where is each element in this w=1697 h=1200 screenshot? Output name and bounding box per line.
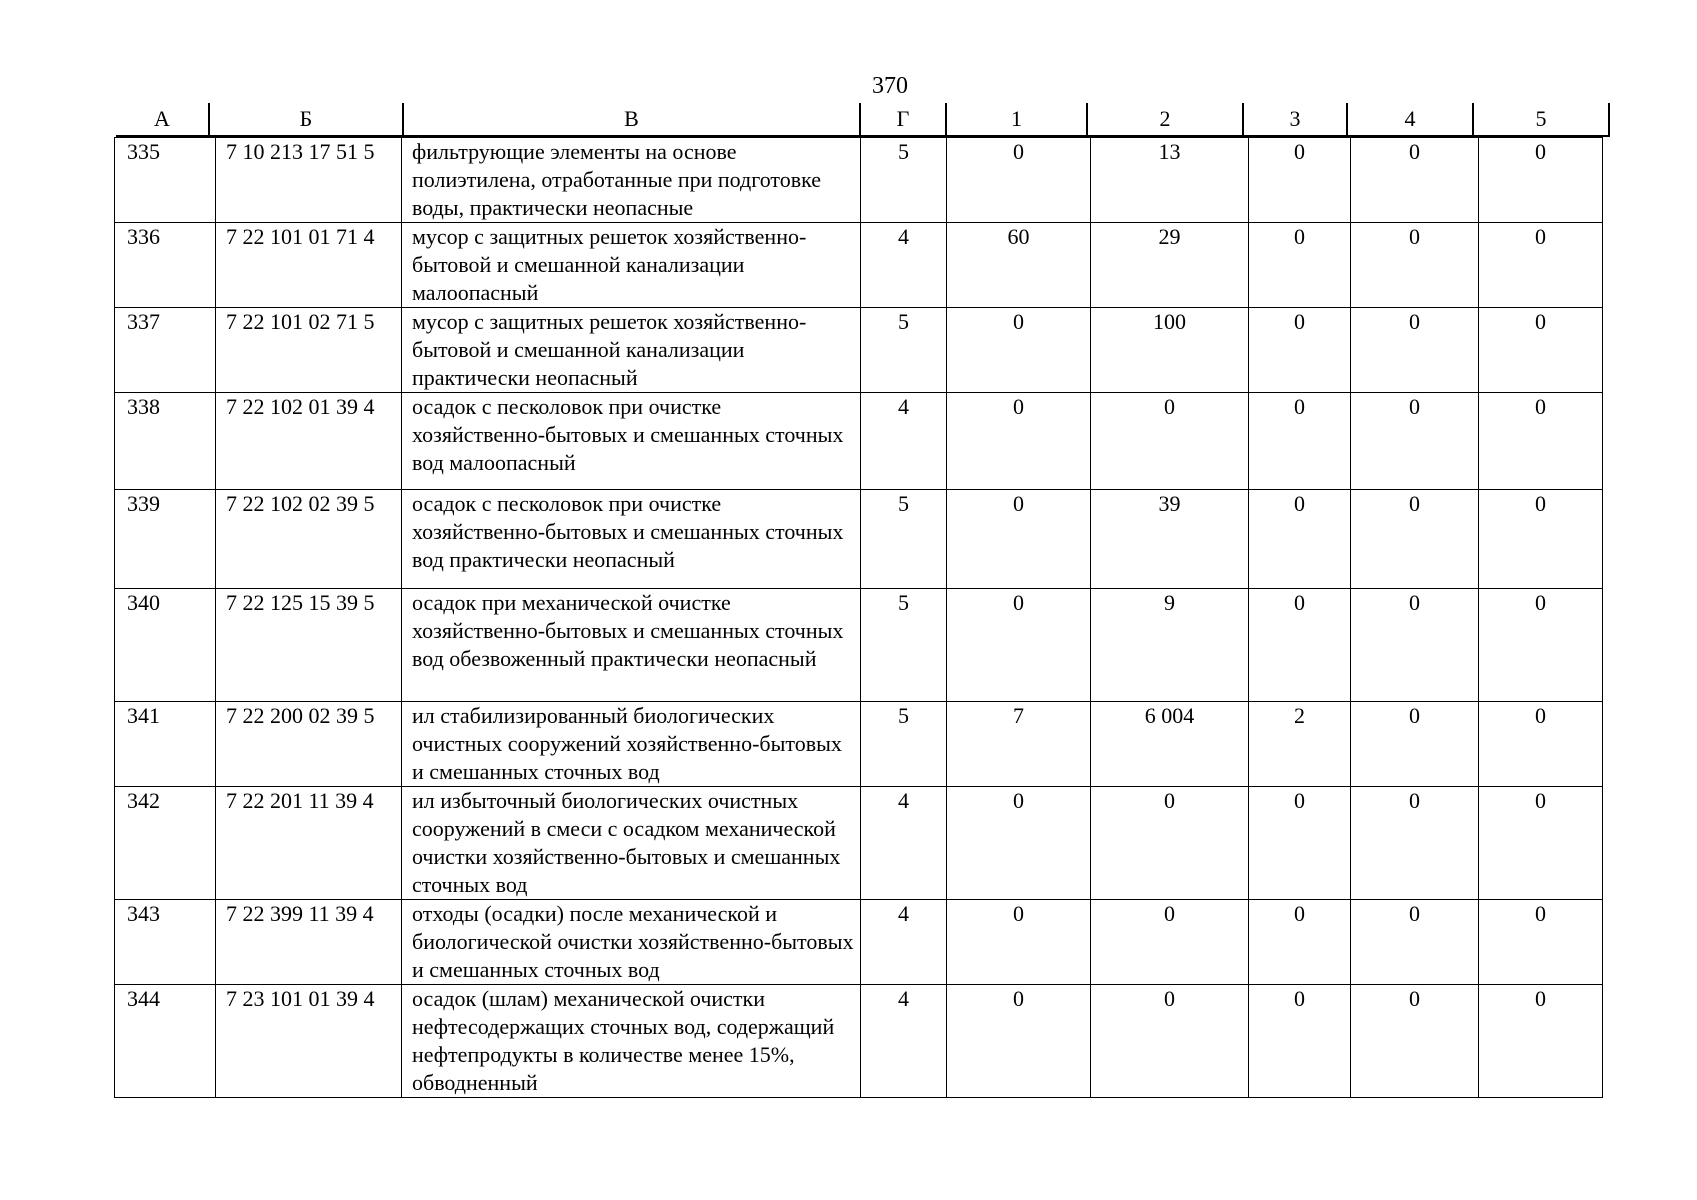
cell-number: 338 <box>115 393 216 490</box>
cell-col-1: 0 <box>947 985 1091 1098</box>
cell-col-4: 0 <box>1351 393 1479 490</box>
cell-hazard-class: 5 <box>861 308 947 393</box>
table-row <box>115 138 1603 223</box>
cell-col-5: 0 <box>1479 589 1603 702</box>
cell-col-5: 0 <box>1479 393 1603 490</box>
cell-col-4: 0 <box>1351 223 1479 308</box>
table-row <box>115 393 1603 490</box>
cell-col-2: 9 <box>1091 589 1249 702</box>
cell-col-3: 2 <box>1249 702 1351 787</box>
cell-number: 341 <box>115 702 216 787</box>
cell-description: осадок при механической очистке хозяйственно-бытовых и смешанных сточных вод обезвоженный практически неопасный <box>402 589 861 702</box>
cell-description: осадок с песколовок при очистке хозяйственно-бытовых и смешанных сточных вод малоопасный <box>402 393 861 490</box>
cell-col-2: 29 <box>1091 223 1249 308</box>
cell-col-4: 0 <box>1351 787 1479 900</box>
table-row <box>115 308 1603 393</box>
cell-code: 7 22 201 11 39 4 <box>216 787 402 900</box>
cell-col-3: 0 <box>1249 900 1351 985</box>
cell-description: осадок с песколовок при очистке хозяйственно-бытовых и смешанных сточных вод практически неопасный <box>402 490 861 589</box>
table-row <box>115 900 1603 985</box>
cell-hazard-class: 4 <box>861 985 947 1098</box>
cell-hazard-class: 5 <box>861 589 947 702</box>
cell-number: 340 <box>115 589 216 702</box>
header-a: А <box>116 103 209 136</box>
cell-col-5: 0 <box>1479 223 1603 308</box>
cell-col-2: 100 <box>1091 308 1249 393</box>
cell-col-4: 0 <box>1351 490 1479 589</box>
cell-col-1: 0 <box>947 138 1091 223</box>
table-row <box>115 223 1603 308</box>
cell-col-3: 0 <box>1249 490 1351 589</box>
cell-number: 339 <box>115 490 216 589</box>
cell-hazard-class: 4 <box>861 787 947 900</box>
cell-number: 343 <box>115 900 216 985</box>
cell-col-3: 0 <box>1249 985 1351 1098</box>
cell-code: 7 22 101 02 71 5 <box>216 308 402 393</box>
cell-col-2: 13 <box>1091 138 1249 223</box>
cell-description: ил избыточный биологических очистных сооружений в смеси с осадком механической очистки хозяйственно-бытовых и смешанных сточных вод <box>402 787 861 900</box>
cell-col-4: 0 <box>1351 589 1479 702</box>
page-number: 370 <box>872 73 908 99</box>
cell-hazard-class: 5 <box>861 702 947 787</box>
cell-hazard-class: 4 <box>861 900 947 985</box>
header-2: 2 <box>1087 103 1243 136</box>
cell-col-2: 39 <box>1091 490 1249 589</box>
table-row <box>115 589 1603 702</box>
cell-description: мусор с защитных решеток хозяйственно-бытовой и смешанной канализации практически неопасный <box>402 308 861 393</box>
cell-col-1: 0 <box>947 308 1091 393</box>
header-5: 5 <box>1473 103 1609 136</box>
cell-number: 342 <box>115 787 216 900</box>
table-row <box>115 490 1603 589</box>
cell-code: 7 22 101 01 71 4 <box>216 223 402 308</box>
cell-col-5: 0 <box>1479 900 1603 985</box>
header-v: В <box>403 103 860 136</box>
header-b: Б <box>209 103 403 136</box>
table-row <box>115 985 1603 1098</box>
cell-col-5: 0 <box>1479 490 1603 589</box>
cell-col-4: 0 <box>1351 138 1479 223</box>
cell-col-1: 0 <box>947 589 1091 702</box>
table-row <box>115 787 1603 900</box>
cell-description: ил стабилизированный биологических очистных сооружений хозяйственно-бытовых и смешанных сточных вод <box>402 702 861 787</box>
cell-number: 344 <box>115 985 216 1098</box>
header-4: 4 <box>1347 103 1473 136</box>
cell-code: 7 22 399 11 39 4 <box>216 900 402 985</box>
cell-col-3: 0 <box>1249 393 1351 490</box>
header-g: Г <box>860 103 946 136</box>
cell-col-3: 0 <box>1249 589 1351 702</box>
cell-col-4: 0 <box>1351 702 1479 787</box>
cell-col-3: 0 <box>1249 787 1351 900</box>
cell-col-1: 0 <box>947 393 1091 490</box>
cell-code: 7 23 101 01 39 4 <box>216 985 402 1098</box>
cell-hazard-class: 4 <box>861 393 947 490</box>
column-header-row <box>116 103 1610 137</box>
cell-col-5: 0 <box>1479 138 1603 223</box>
cell-col-1: 0 <box>947 900 1091 985</box>
cell-col-1: 7 <box>947 702 1091 787</box>
cell-hazard-class: 5 <box>861 138 947 223</box>
cell-number: 337 <box>115 308 216 393</box>
table-row <box>115 702 1603 787</box>
cell-code: 7 10 213 17 51 5 <box>216 138 402 223</box>
cell-code: 7 22 102 01 39 4 <box>216 393 402 490</box>
cell-hazard-class: 5 <box>861 490 947 589</box>
cell-col-2: 0 <box>1091 787 1249 900</box>
cell-col-1: 0 <box>947 490 1091 589</box>
cell-col-4: 0 <box>1351 900 1479 985</box>
cell-description: осадок (шлам) механической очистки нефтесодержащих сточных вод, содержащий нефтепродукты в количестве менее 15%, обводненный <box>402 985 861 1098</box>
cell-col-2: 0 <box>1091 900 1249 985</box>
cell-col-5: 0 <box>1479 787 1603 900</box>
cell-code: 7 22 102 02 39 5 <box>216 490 402 589</box>
cell-description: мусор с защитных решеток хозяйственно-бытовой и смешанной канализации малоопасный <box>402 223 861 308</box>
cell-code: 7 22 200 02 39 5 <box>216 702 402 787</box>
cell-col-5: 0 <box>1479 308 1603 393</box>
cell-description: отходы (осадки) после механической и биологической очистки хозяйственно-бытовых и смешанных сточных вод <box>402 900 861 985</box>
cell-number: 335 <box>115 138 216 223</box>
cell-col-5: 0 <box>1479 985 1603 1098</box>
cell-hazard-class: 4 <box>861 223 947 308</box>
cell-col-2: 6 004 <box>1091 702 1249 787</box>
cell-col-4: 0 <box>1351 308 1479 393</box>
cell-col-3: 0 <box>1249 138 1351 223</box>
header-3: 3 <box>1243 103 1347 136</box>
cell-description: фильтрующие элементы на основе полиэтилена, отработанные при подготовке воды, практически неопасные <box>402 138 861 223</box>
cell-col-2: 0 <box>1091 393 1249 490</box>
cell-col-1: 60 <box>947 223 1091 308</box>
cell-col-3: 0 <box>1249 308 1351 393</box>
cell-col-1: 0 <box>947 787 1091 900</box>
cell-col-4: 0 <box>1351 985 1479 1098</box>
waste-table <box>114 137 1603 1098</box>
cell-col-2: 0 <box>1091 985 1249 1098</box>
cell-col-3: 0 <box>1249 223 1351 308</box>
cell-code: 7 22 125 15 39 5 <box>216 589 402 702</box>
header-1: 1 <box>946 103 1087 136</box>
cell-number: 336 <box>115 223 216 308</box>
cell-col-5: 0 <box>1479 702 1603 787</box>
